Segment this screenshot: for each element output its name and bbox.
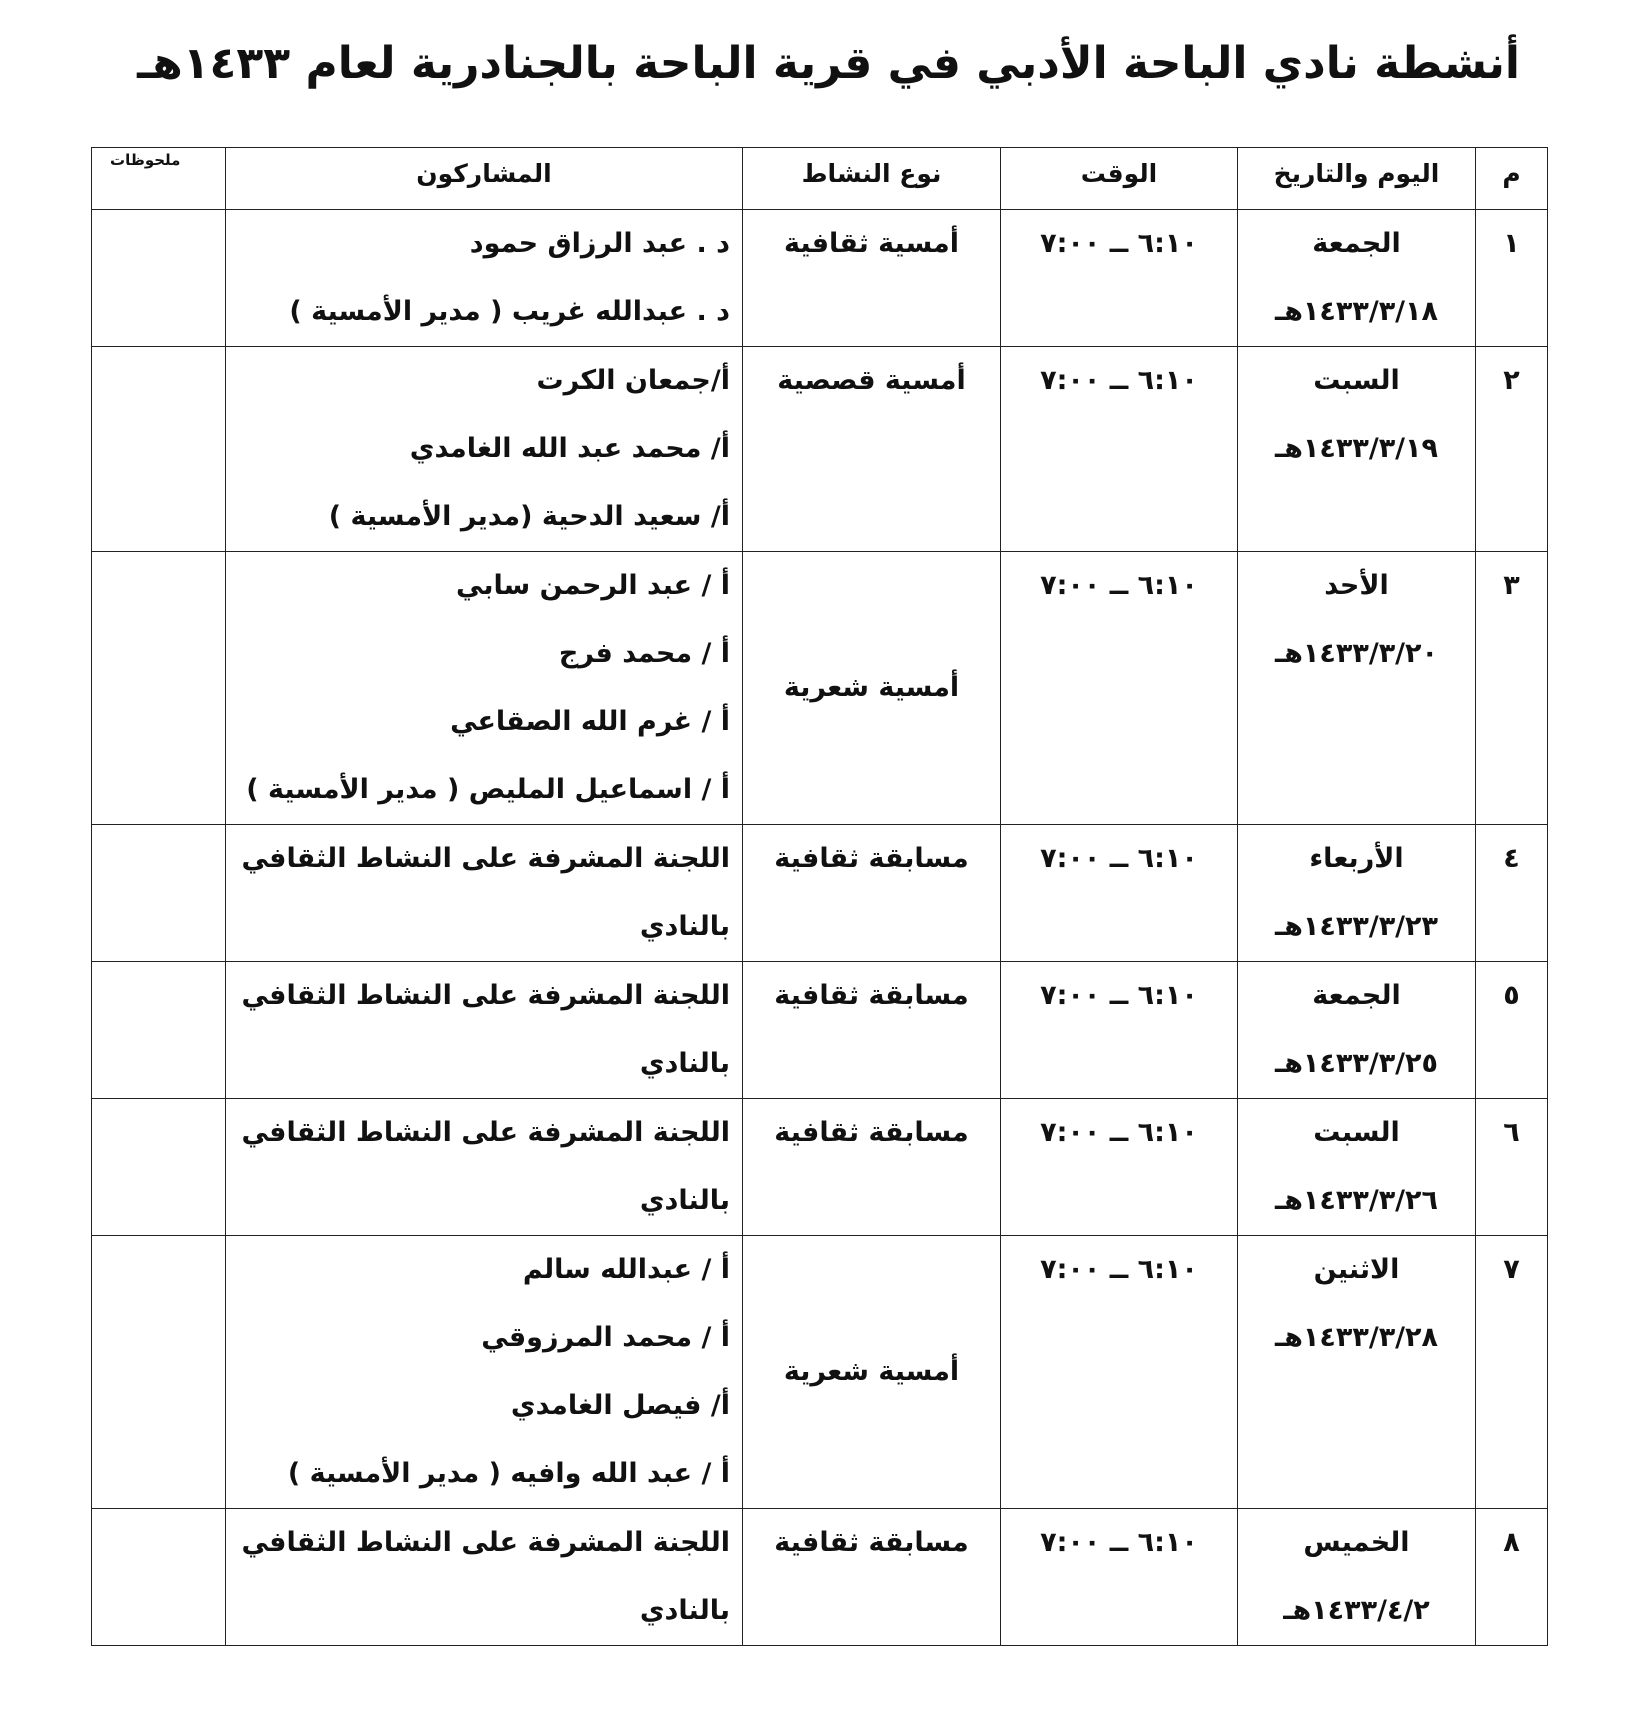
table-row bbox=[92, 962, 1548, 1099]
participant-line: اللجنة المشرفة على النشاط الثقافي bbox=[241, 843, 730, 874]
time-cell: ٦:١٠ ــ ٧:٠٠ bbox=[1001, 1099, 1238, 1236]
time-cell: ٦:١٠ ــ ٧:٠٠ bbox=[1001, 825, 1238, 962]
participant-line: أ / محمد فرج bbox=[558, 638, 730, 669]
day-name: الخميس bbox=[1303, 1527, 1410, 1558]
day-name: الجمعة bbox=[1312, 980, 1401, 1011]
page-title: أنشطة نادي الباحة الأدبي في قرية الباحة بالجنادرية لعام ١٤٣٣هـ bbox=[137, 38, 1520, 89]
hijri-date: ١٤٣٣/٣/٢٣هـ bbox=[1274, 911, 1439, 942]
hijri-date: ١٤٣٣/٣/١٩هـ bbox=[1274, 433, 1439, 464]
table-header-row bbox=[92, 148, 1548, 210]
row-number: ١ bbox=[1476, 210, 1548, 347]
participant-line: أ / عبد الرحمن سابي bbox=[456, 570, 730, 601]
header-time: الوقت bbox=[1001, 148, 1238, 210]
day-date-cell bbox=[1238, 1236, 1476, 1509]
notes-cell bbox=[92, 1509, 226, 1646]
day-date-cell bbox=[1238, 825, 1476, 962]
participant-line: بالنادي bbox=[639, 1595, 730, 1626]
activity-type-cell: مسابقة ثقافية bbox=[743, 962, 1001, 1099]
participant-line: د . عبدالله غريب ( مدير الأمسية ) bbox=[289, 296, 730, 327]
notes-cell bbox=[92, 1236, 226, 1509]
activity-type-cell: أمسية قصصية bbox=[743, 347, 1001, 552]
participant-line: أ / عبد الله وافيه ( مدير الأمسية ) bbox=[287, 1458, 730, 1489]
participant-line: أ / عبدالله سالم bbox=[522, 1254, 730, 1285]
participant-line: اللجنة المشرفة على النشاط الثقافي bbox=[241, 1527, 730, 1558]
participant-line: بالنادي bbox=[639, 911, 730, 942]
day-name: السبت bbox=[1313, 365, 1400, 396]
hijri-date: ١٤٣٣/٤/٢هـ bbox=[1283, 1595, 1430, 1626]
hijri-date: ١٤٣٣/٣/٢٥هـ bbox=[1274, 1048, 1439, 1079]
table-row bbox=[92, 1236, 1548, 1509]
day-date-cell bbox=[1238, 552, 1476, 825]
activity-type-cell: مسابقة ثقافية bbox=[743, 1509, 1001, 1646]
activity-type-cell: مسابقة ثقافية bbox=[743, 1099, 1001, 1236]
participants-cell bbox=[226, 347, 743, 552]
header-activity-type: نوع النشاط bbox=[743, 148, 1001, 210]
row-number: ٤ bbox=[1476, 825, 1548, 962]
participant-line: أ/جمعان الكرت bbox=[536, 365, 730, 396]
table-row bbox=[92, 825, 1548, 962]
table-row bbox=[92, 1099, 1548, 1236]
participant-line: أ / اسماعيل المليص ( مدير الأمسية ) bbox=[246, 774, 730, 805]
participants-cell bbox=[226, 1236, 743, 1509]
activity-type-cell: أمسية شعرية bbox=[743, 552, 1001, 825]
day-date-cell bbox=[1238, 210, 1476, 347]
time-cell: ٦:١٠ ــ ٧:٠٠ bbox=[1001, 1509, 1238, 1646]
time-cell: ٦:١٠ ــ ٧:٠٠ bbox=[1001, 962, 1238, 1099]
participants-cell bbox=[226, 210, 743, 347]
day-name: الأربعاء bbox=[1309, 843, 1404, 874]
header-participants: المشاركون bbox=[226, 148, 743, 210]
participant-line: اللجنة المشرفة على النشاط الثقافي bbox=[241, 1117, 730, 1148]
day-name: السبت bbox=[1313, 1117, 1400, 1148]
row-number: ٥ bbox=[1476, 962, 1548, 1099]
row-number: ٨ bbox=[1476, 1509, 1548, 1646]
row-number: ٦ bbox=[1476, 1099, 1548, 1236]
notes-cell bbox=[92, 1099, 226, 1236]
header-num: م bbox=[1476, 148, 1548, 210]
participant-line: أ/ محمد عبد الله الغامدي bbox=[409, 433, 730, 464]
participant-line: د . عبد الرزاق حمود bbox=[469, 228, 730, 259]
participants-cell bbox=[226, 962, 743, 1099]
participants-cell bbox=[226, 1099, 743, 1236]
activity-type-cell: أمسية ثقافية bbox=[743, 210, 1001, 347]
table-row bbox=[92, 552, 1548, 825]
activity-type-cell: مسابقة ثقافية bbox=[743, 825, 1001, 962]
hijri-date: ١٤٣٣/٣/٢٦هـ bbox=[1274, 1185, 1439, 1216]
time-cell: ٦:١٠ ــ ٧:٠٠ bbox=[1001, 1236, 1238, 1509]
day-name: الأحد bbox=[1324, 570, 1389, 601]
time-cell: ٦:١٠ ــ ٧:٠٠ bbox=[1001, 347, 1238, 552]
day-name: الاثنين bbox=[1313, 1254, 1400, 1285]
participants-cell bbox=[226, 552, 743, 825]
notes-cell bbox=[92, 962, 226, 1099]
day-date-cell bbox=[1238, 962, 1476, 1099]
notes-cell bbox=[92, 552, 226, 825]
day-date-cell bbox=[1238, 1099, 1476, 1236]
notes-cell bbox=[92, 210, 226, 347]
notes-cell bbox=[92, 347, 226, 552]
day-date-cell bbox=[1238, 347, 1476, 552]
participant-line: بالنادي bbox=[639, 1048, 730, 1079]
row-number: ٢ bbox=[1476, 347, 1548, 552]
notes-cell bbox=[92, 825, 226, 962]
activity-type-cell: أمسية شعرية bbox=[743, 1236, 1001, 1509]
row-number: ٧ bbox=[1476, 1236, 1548, 1509]
table-row bbox=[92, 210, 1548, 347]
participant-line: أ/ فيصل الغامدي bbox=[510, 1390, 730, 1421]
header-notes: ملحوظات bbox=[92, 148, 226, 210]
participant-line: أ/ سعيد الدحية (مدير الأمسية ) bbox=[328, 501, 730, 532]
time-cell: ٦:١٠ ــ ٧:٠٠ bbox=[1001, 210, 1238, 347]
hijri-date: ١٤٣٣/٣/٢٠هـ bbox=[1274, 638, 1439, 669]
hijri-date: ١٤٣٣/٣/١٨هـ bbox=[1274, 296, 1439, 327]
time-cell: ٦:١٠ ــ ٧:٠٠ bbox=[1001, 552, 1238, 825]
participant-line: أ / غرم الله الصقاعي bbox=[450, 706, 730, 737]
table-row bbox=[92, 1509, 1548, 1646]
participants-cell bbox=[226, 1509, 743, 1646]
day-name: الجمعة bbox=[1312, 228, 1401, 259]
header-day-date: اليوم والتاريخ bbox=[1238, 148, 1476, 210]
day-date-cell bbox=[1238, 1509, 1476, 1646]
participant-line: بالنادي bbox=[639, 1185, 730, 1216]
row-number: ٣ bbox=[1476, 552, 1548, 825]
hijri-date: ١٤٣٣/٣/٢٨هـ bbox=[1274, 1322, 1439, 1353]
participants-cell bbox=[226, 825, 743, 962]
table-row bbox=[92, 347, 1548, 552]
activities-table bbox=[91, 147, 1548, 1646]
participant-line: أ / محمد المرزوقي bbox=[481, 1322, 730, 1353]
participant-line: اللجنة المشرفة على النشاط الثقافي bbox=[241, 980, 730, 1011]
